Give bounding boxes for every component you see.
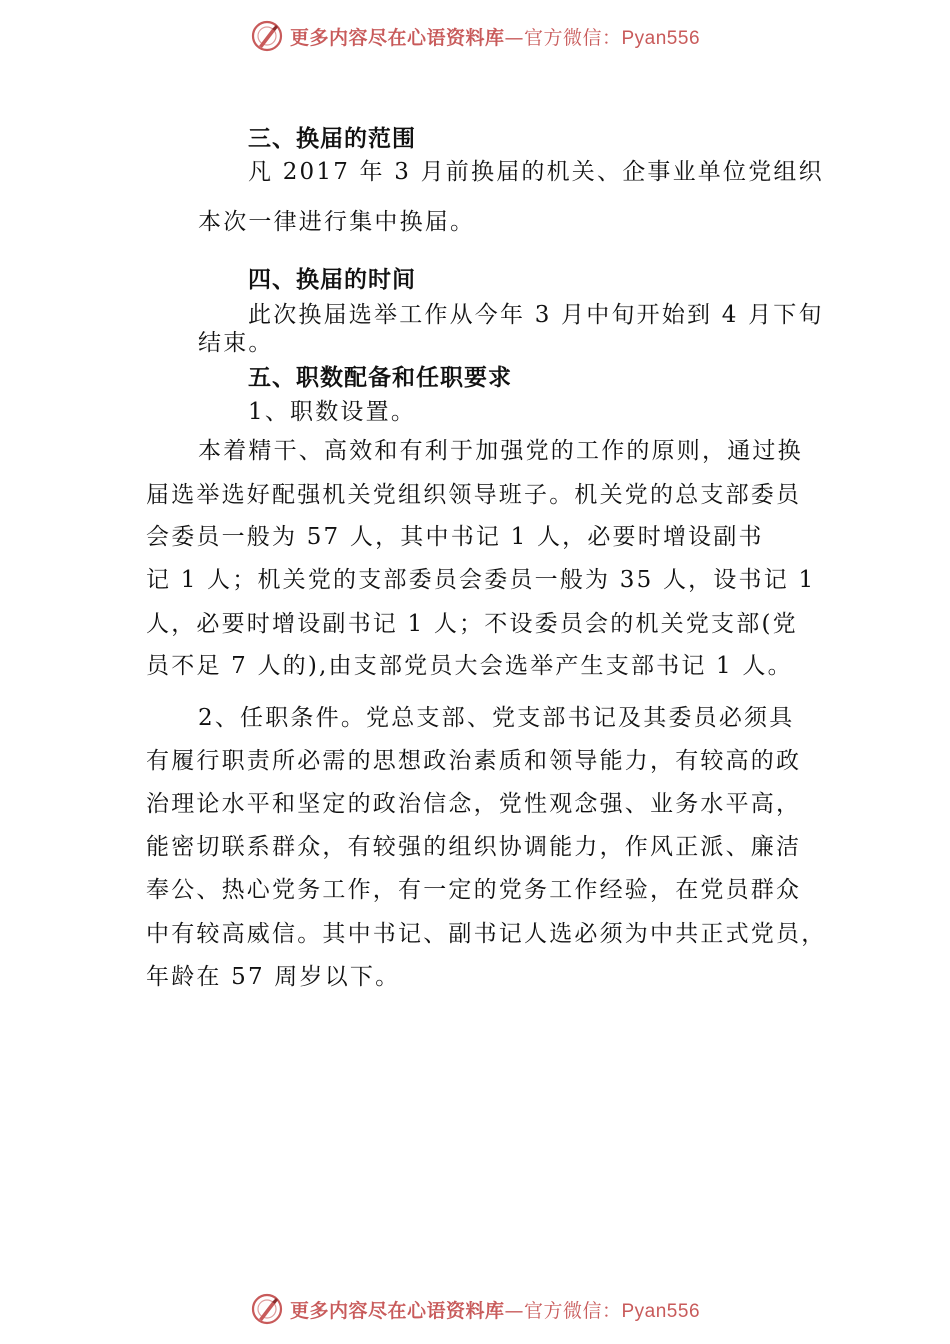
item-2-line: 年龄在 57 周岁以下。 [146, 964, 401, 990]
watermark-official: 官方微信： [523, 26, 622, 49]
item-2-line: 中有较高威信。其中书记、副书记人选必须为中共正式党员， [146, 921, 827, 947]
watermark-separator: — [504, 1299, 524, 1322]
item-2-line: 2、任职条件。党总支部、党支部书记及其委员必须具 [198, 705, 795, 731]
item-1-line: 员不足 7 人的),由支部党员大会选举产生支部书记 1 人。 [146, 653, 793, 679]
watermark-footer [0, 1287, 950, 1331]
section-5-heading: 五、职数配备和任职要求 [248, 365, 512, 391]
item-2-line: 有履行职责所必需的思想政治素质和领导能力，有较高的政 [146, 748, 802, 774]
item-2-line: 治理论水平和坚定的政治信念，党性观念强、业务水平高， [146, 791, 802, 817]
watermark-brand: 更多内容尽在心语资料库 [289, 1299, 505, 1322]
item-2-line: 奉公、热心党务工作，有一定的党务工作经验，在党员群众 [146, 877, 802, 903]
section-4-heading: 四、换届的时间 [248, 267, 416, 293]
item-2-line: 能密切联系群众，有较强的组织协调能力，作风正派、廉洁 [146, 834, 802, 860]
item-1-line: 会委员一般为 57 人，其中书记 1 人，必要时增设副书 [146, 524, 764, 550]
item-1-line: 人，必要时增设副书记 1 人；不设委员会的机关党支部(党 [146, 611, 798, 637]
section-3-line-2: 本次一律进行集中换届。 [198, 209, 476, 235]
watermark-handle: Pyan556 [621, 1300, 701, 1322]
section-3-heading: 三、换届的范围 [248, 126, 416, 152]
watermark-brand: 更多内容尽在心语资料库 [289, 26, 505, 49]
pen-logo-icon [250, 1292, 284, 1326]
section-4-line-2: 结束。 [198, 330, 274, 356]
item-1-title: 1、职数设置。 [248, 399, 417, 425]
watermark-official: 官方微信： [523, 1299, 622, 1322]
section-3-line-1: 凡 2017 年 3 月前换届的机关、企事业单位党组织 [248, 159, 824, 185]
item-1-line: 本着精干、高效和有利于加强党的工作的原则，通过换 [198, 438, 803, 464]
watermark-text [290, 1296, 700, 1323]
item-1-line: 届选举选好配强机关党组织领导班子。机关党的总支部委员 [146, 482, 802, 508]
item-1-line: 记 1 人；机关党的支部委员会委员一般为 35 人，设书记 1 [146, 567, 816, 593]
watermark-handle: Pyan556 [621, 27, 701, 49]
section-4-line-1: 此次换届选举工作从今年 3 月中旬开始到 4 月下旬 [248, 302, 824, 328]
watermark-separator: — [504, 26, 524, 49]
